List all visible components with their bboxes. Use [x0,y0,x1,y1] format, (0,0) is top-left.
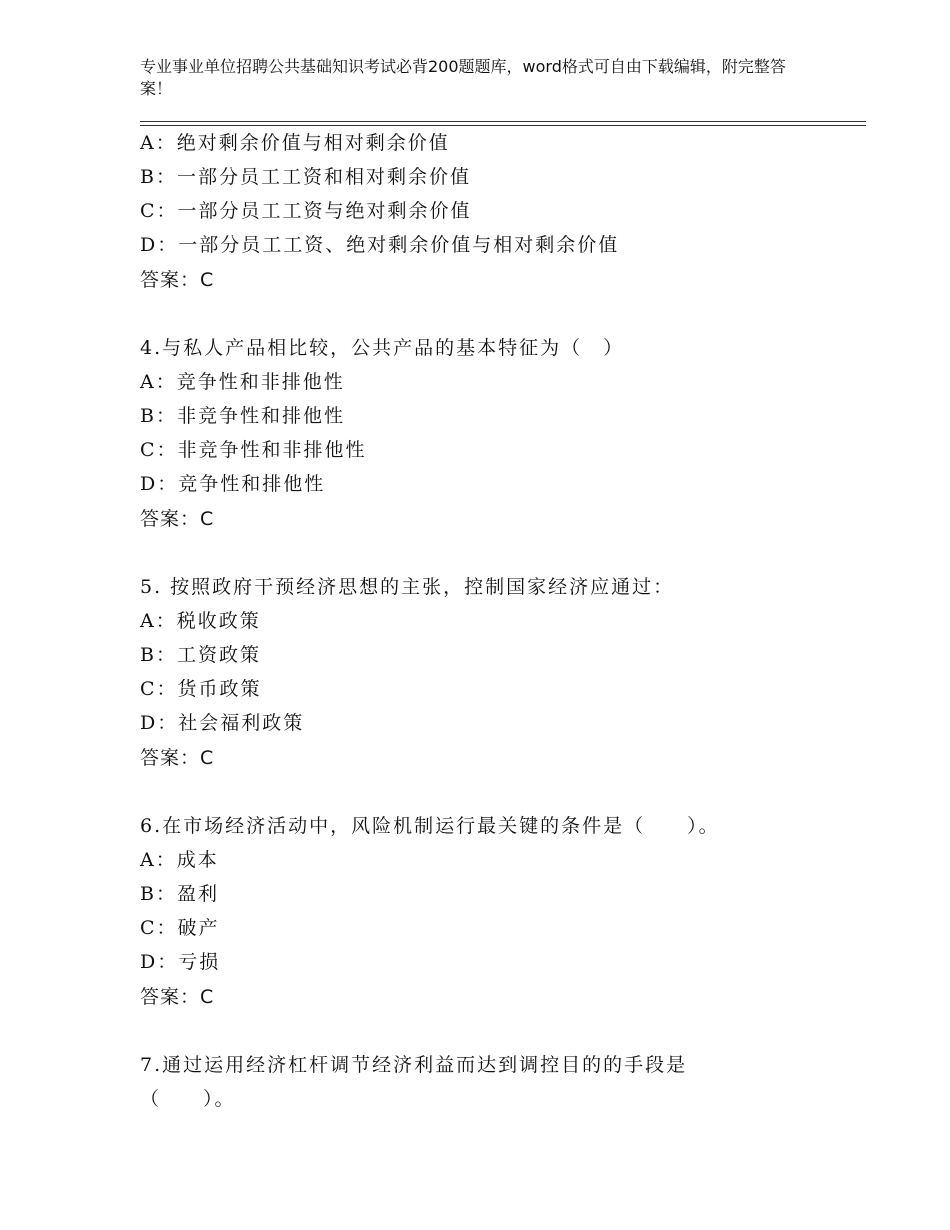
q4-answer: 答案：C [140,508,215,530]
q4-option-b: B：非竞争性和排他性 [140,405,345,427]
q6-answer: 答案：C [140,986,215,1008]
q4-option-c: C：非竞争性和非排他性 [140,439,367,461]
q6-option-c: C：破产 [140,917,220,939]
q7-question-line2: （ ）。 [140,1088,236,1110]
q3-option-d: D：一部分员工工资、绝对剩余价值与相对剩余价值 [140,234,620,256]
q5-answer: 答案：C [140,747,215,769]
header-rule-top [140,121,866,122]
q4-question: 4.与私人产品相比较，公共产品的基本特征为（ ） [140,337,625,359]
header-rule-bottom [140,125,866,126]
q6-option-a: A：成本 [140,849,219,871]
q3-option-c: C：一部分员工工资与绝对剩余价值 [140,200,472,222]
q3-option-a: A：绝对剩余价值与相对剩余价值 [140,132,450,154]
q3-answer: 答案：C [140,269,215,291]
q6-question: 6.在市场经济活动中，风险机制运行最关键的条件是（ ）。 [140,815,720,837]
q6-option-d: D：亏损 [140,951,221,973]
q4-option-a: A：竞争性和非排他性 [140,371,345,393]
document-header: 专业事业单位招聘公共基础知识考试必背200题题库，word格式可自由下载编辑，附完整答案！ [140,57,786,98]
q5-option-b: B：工资政策 [140,644,261,666]
q6-option-b: B：盈利 [140,883,219,905]
q5-option-d: D：社会福利政策 [140,712,305,734]
q5-option-c: C：货币政策 [140,678,262,700]
q5-option-a: A：税收政策 [140,610,261,632]
q7-question-line1: 7.通过运用经济杠杆调节经济利益而达到调控目的的手段是 [140,1054,688,1076]
q3-option-b: B：一部分员工工资和相对剩余价值 [140,166,471,188]
q4-option-d: D：竞争性和排他性 [140,473,326,495]
q5-question: 5. 按照政府干预经济思想的主张，控制国家经济应通过： [140,576,675,598]
